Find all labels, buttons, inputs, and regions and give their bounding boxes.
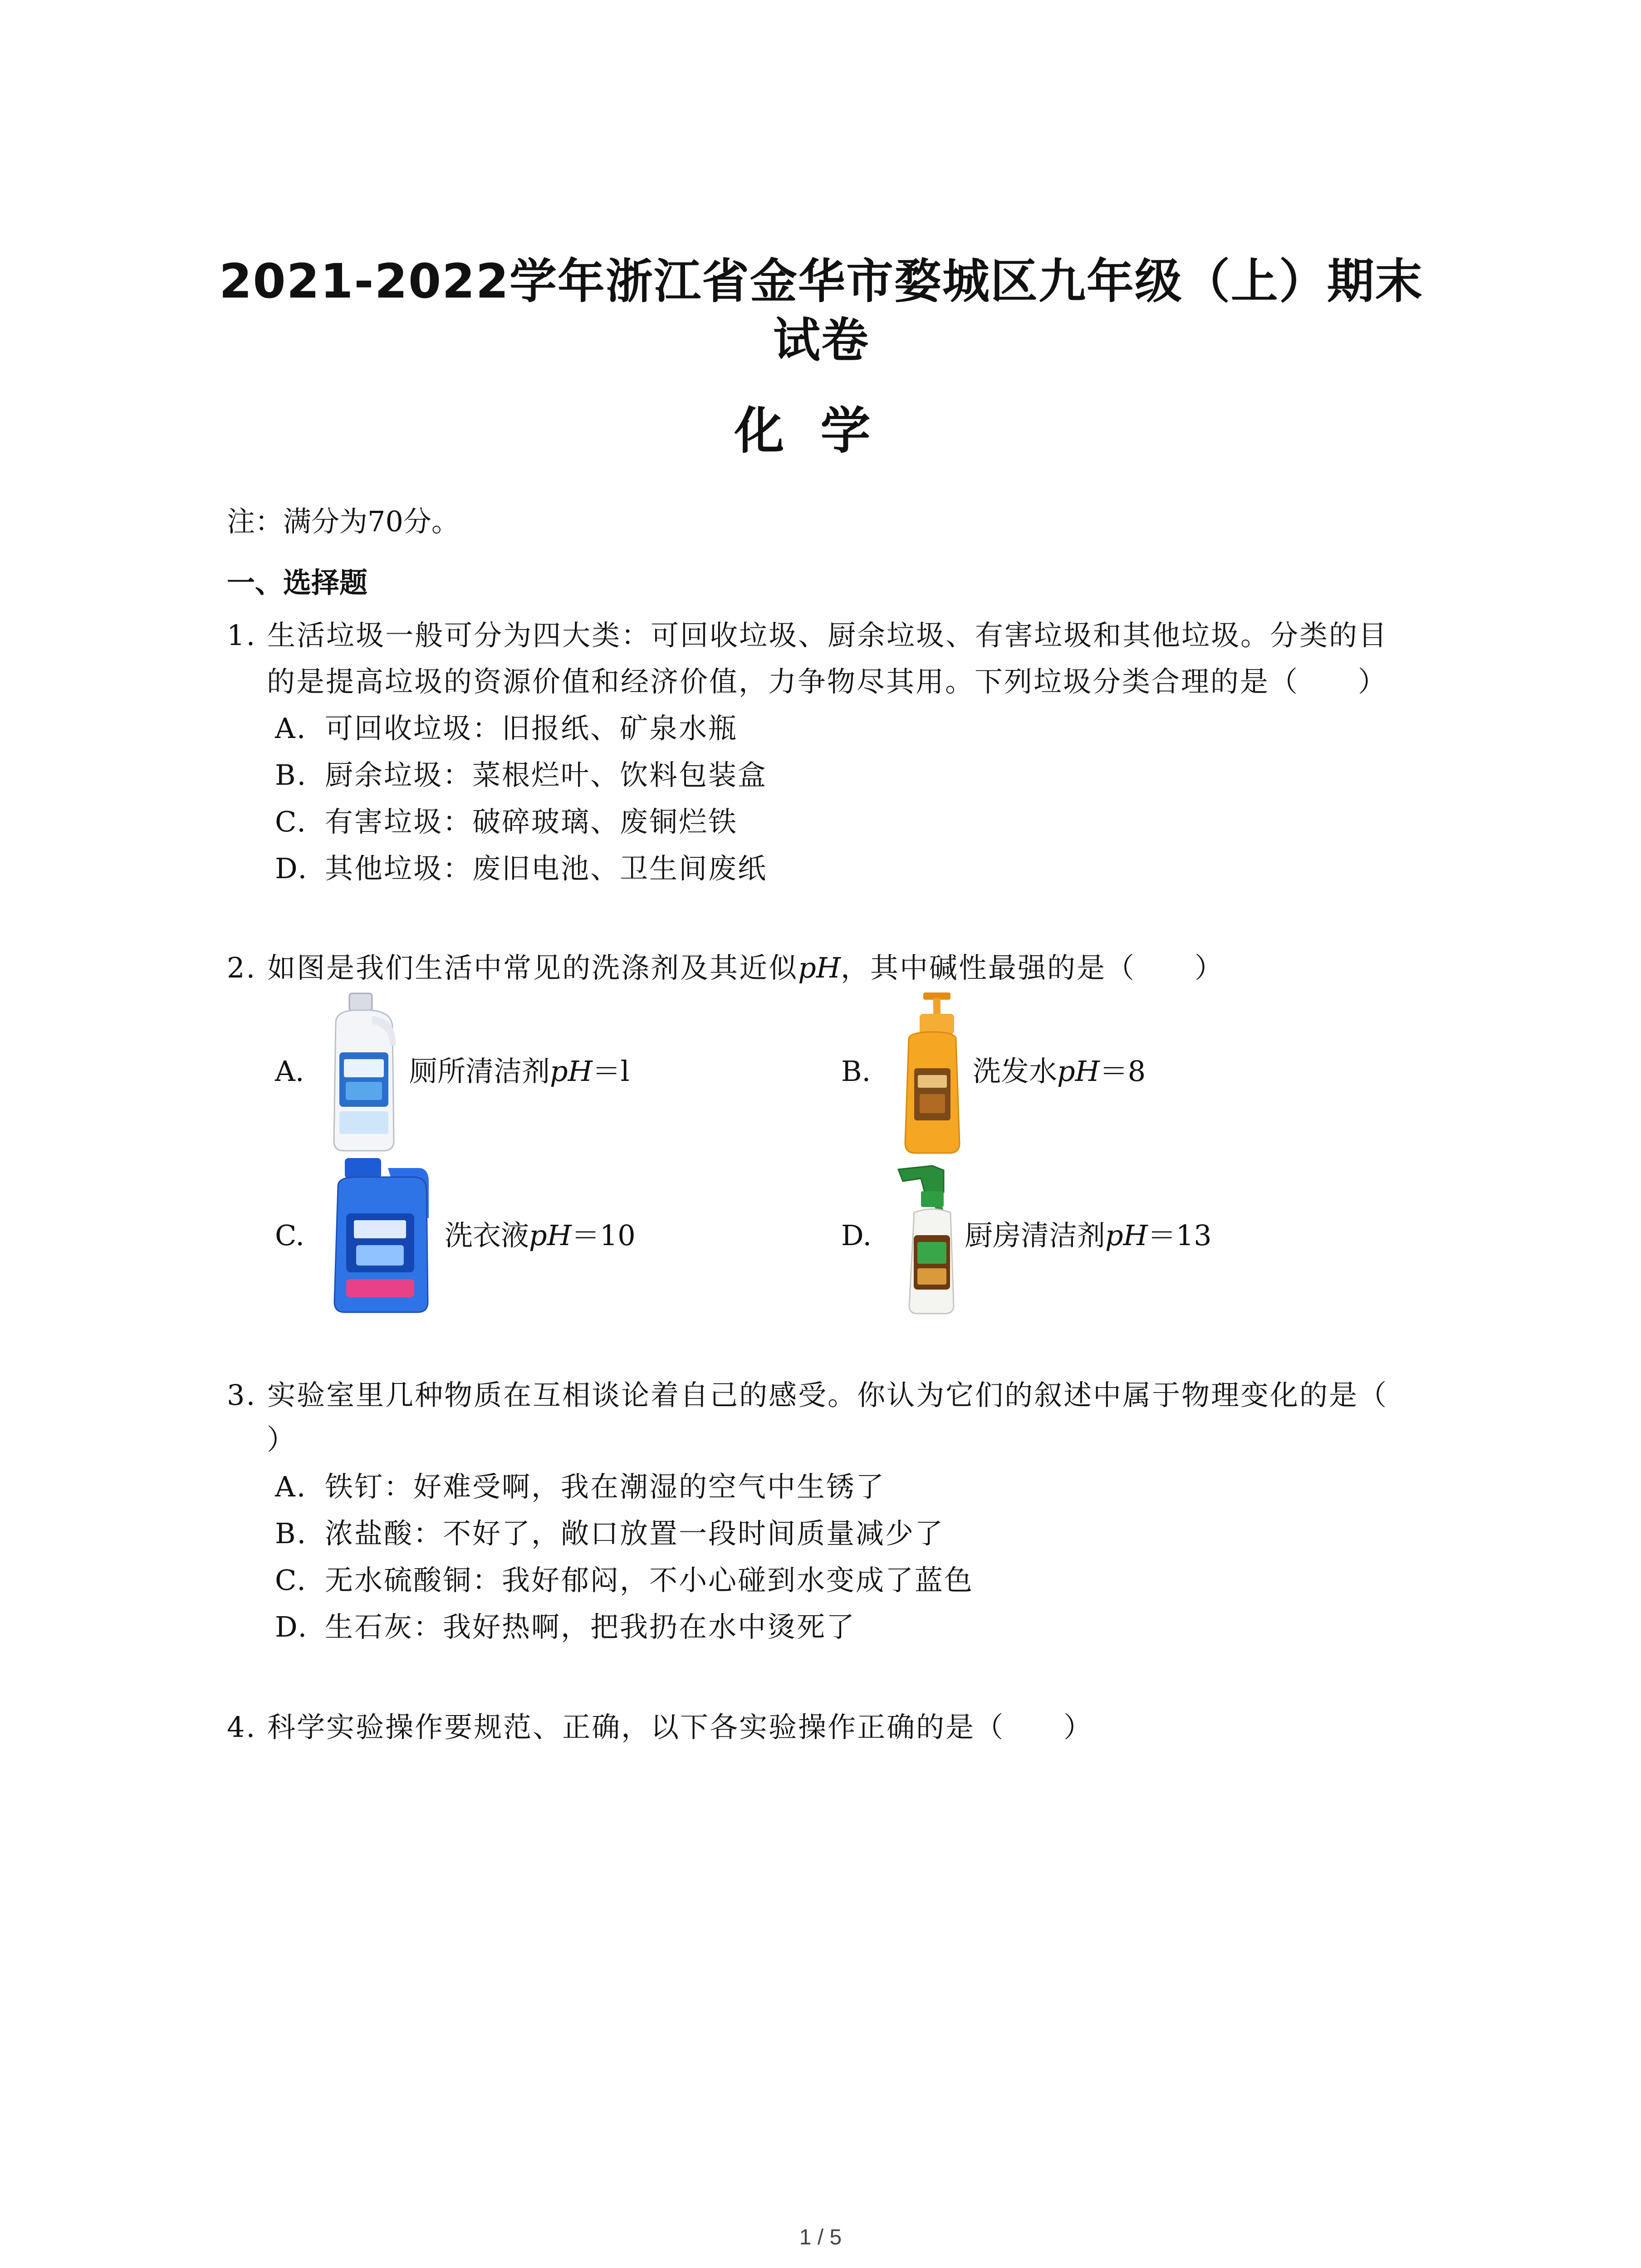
question-4 (227, 1706, 1093, 1748)
shampoo-bottle-icon (892, 989, 973, 1157)
option-text: 洗衣液pH＝10 (445, 1219, 636, 1252)
option-text: 洗发水pH＝8 (973, 1055, 1146, 1088)
option-text: 厨房清洁剂pH＝13 (965, 1219, 1212, 1252)
question-3 (227, 1374, 1388, 1416)
exam-title-line1: 2021-2022学年浙江省金华市婺城区九年级（上）期末 (219, 254, 1424, 309)
q1-option-c (275, 801, 738, 843)
question-number: 2. (227, 951, 257, 984)
q1-option-b (275, 754, 767, 796)
exam-title-line2: 试卷 (773, 313, 869, 368)
option-letter: D. (841, 1219, 872, 1252)
option-text: 可回收垃圾：旧报纸、矿泉水瓶 (325, 712, 738, 745)
option-text: 其他垃圾：废旧电池、卫生间废纸 (325, 852, 768, 885)
option-letter: D. (275, 1610, 309, 1643)
question-number: 3. (227, 1378, 257, 1412)
question-text: 科学实验操作要规范、正确，以下各实验操作正确的是（ ） (267, 1711, 1093, 1744)
option-text: 厨余垃圾：菜根烂叶、饮料包装盒 (325, 758, 768, 792)
q3-option-a (275, 1466, 885, 1508)
option-text: 生石灰：我好热啊，把我扔在水中烫死了 (325, 1610, 856, 1643)
question-number: 1. (227, 619, 257, 652)
question-text-after: ，其中碱性最强的是（ ） (840, 951, 1224, 984)
toilet-cleaner-bottle-icon (318, 991, 408, 1154)
option-letter: A. (275, 1470, 307, 1503)
question-2 (227, 947, 1224, 989)
question-number: 4. (227, 1711, 257, 1744)
option-letter: B. (275, 758, 308, 792)
section-heading-choice: 一、选择题 (227, 566, 368, 599)
kitchen-spray-bottle-icon (889, 1160, 971, 1317)
option-text: 无水硫酸铜：我好郁闷，不小心碰到水变成了蓝色 (325, 1564, 974, 1597)
question-text: 生活垃圾一般可分为四大类：可回收垃圾、厨余垃圾、有害垃圾和其他垃圾。分类的目 (267, 619, 1388, 652)
question-1-line2: 的是提高垃圾的资源价值和经济价值，力争物尽其用。下列垃圾分类合理的是（ ） (267, 665, 1388, 698)
option-text: 浓盐酸：不好了，敞口放置一段时间质量减少了 (325, 1517, 945, 1550)
option-letter: D. (275, 852, 309, 885)
question-text: 实验室里几种物质在互相谈论着自己的感受。你认为它们的叙述中属于物理变化的是（ (267, 1378, 1388, 1412)
question-3-line2: ） (267, 1423, 297, 1456)
q3-option-c (275, 1559, 974, 1601)
laundry-detergent-bottle-icon (329, 1154, 433, 1315)
question-text-before: 如图是我们生活中常见的洗涤剂及其近似 (267, 951, 798, 984)
q3-option-d (275, 1606, 856, 1648)
option-letter: B. (275, 1517, 308, 1550)
option-letter: A. (275, 712, 307, 745)
option-text: 有害垃圾：破碎玻璃、废铜烂铁 (325, 805, 738, 838)
option-text: 厕所清洁剂pH＝l (409, 1055, 630, 1088)
option-text: 铁钉：好难受啊，我在潮湿的空气中生锈了 (325, 1470, 886, 1503)
option-letter: C. (275, 805, 307, 838)
ph-symbol: pH (798, 951, 841, 984)
page-number: 1 / 5 (799, 2225, 842, 2249)
option-letter: B. (841, 1055, 871, 1088)
q1-option-d (275, 848, 767, 890)
option-letter: A. (275, 1055, 304, 1088)
question-1 (227, 615, 1388, 656)
subject-heading: 化学 (734, 402, 907, 460)
option-letter: C. (275, 1564, 307, 1597)
option-letter: C. (275, 1219, 304, 1252)
score-note: 注：满分为70分。 (227, 505, 460, 538)
q1-option-a (275, 708, 738, 749)
q3-option-b (275, 1513, 944, 1554)
